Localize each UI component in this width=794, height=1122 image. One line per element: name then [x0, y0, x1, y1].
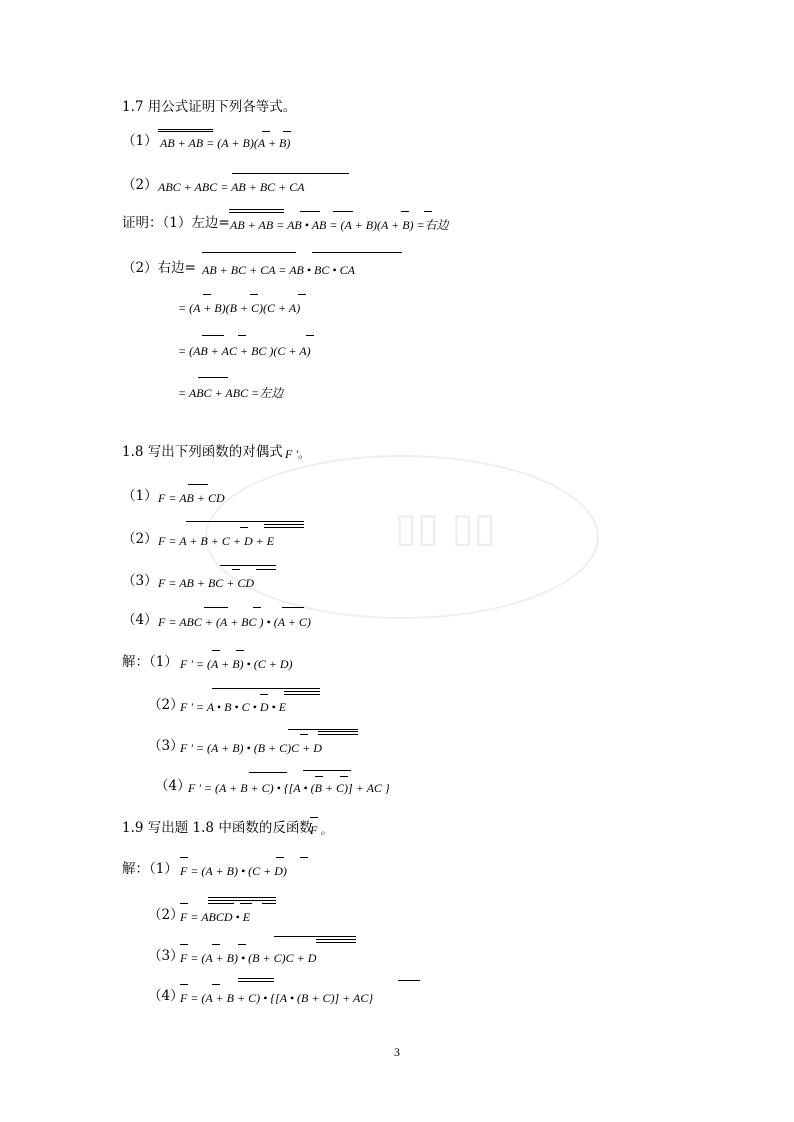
- fn-4-label: （4）: [122, 612, 158, 628]
- inverse-1-equation: F = (A + B) • (C + D): [180, 864, 287, 878]
- proof-2-equation: AB + BC + CA = AB • BC • CA: [202, 263, 355, 277]
- overline: [264, 524, 304, 525]
- section-1-8-heading: 1.8 写出下列函数的对偶式: [122, 444, 283, 460]
- answer-2-equation: F ' = A • B • C • D • E: [180, 700, 287, 714]
- overline: [312, 252, 402, 253]
- fn-4-equation: F = ABC + (A + BC ) • (A + C): [158, 615, 311, 629]
- overline: [180, 984, 188, 985]
- inverse-1-label: 解：（1）: [122, 861, 178, 877]
- overline: [238, 981, 274, 982]
- section-1-8-symbol: F '。: [285, 447, 310, 461]
- fn-3-label: （3）: [122, 573, 158, 589]
- overline: [300, 857, 308, 858]
- overline: [262, 903, 276, 904]
- answer-1-label: 解：（1）: [122, 654, 178, 670]
- overline: [198, 377, 228, 378]
- answer-1-equation: F ' = (A + B) • (C + D): [180, 657, 293, 671]
- overline: [401, 211, 409, 212]
- proof-2-step-2: = (AB + AC + BC )(C + A): [178, 344, 311, 358]
- overline: [204, 607, 228, 608]
- proof-1-equation: AB + AB = AB • AB = (A + B)(A + B) =右边: [230, 218, 449, 232]
- overline: [202, 252, 296, 253]
- answer-4-label: （4）: [155, 778, 191, 794]
- watermark-mark: ▯▯ ▯▯: [395, 505, 496, 551]
- overline: [188, 484, 208, 485]
- proof-2-step-3: = ABC + ABC =左边: [178, 386, 284, 400]
- fn-2-equation: F = A + B + C + D + E: [158, 534, 275, 548]
- overline: [300, 211, 320, 212]
- overline: [300, 734, 308, 735]
- overline: [316, 942, 356, 943]
- problem-2-equation: ABC + ABC = AB + BC + CA: [158, 180, 305, 194]
- overline: [288, 729, 358, 730]
- answer-3-label: （3）: [148, 738, 184, 754]
- inverse-4-label: （4）: [148, 988, 184, 1004]
- overline: [240, 903, 252, 904]
- page-number: 3: [394, 1045, 400, 1059]
- overline: [303, 770, 351, 771]
- overline: [238, 335, 246, 336]
- overline: [256, 569, 276, 570]
- overline: [238, 978, 274, 979]
- overline: [315, 776, 323, 777]
- problem-2-label: （2）: [122, 177, 158, 193]
- proof-2-label: （2）右边=: [122, 260, 196, 276]
- overline: [158, 129, 213, 130]
- overline: [274, 936, 356, 937]
- overline: [284, 694, 320, 695]
- overline: [202, 335, 224, 336]
- overline: [340, 776, 348, 777]
- overline: [283, 131, 291, 132]
- inverse-2-label: （2）: [148, 907, 184, 923]
- overline: [212, 650, 220, 651]
- overline: [255, 173, 349, 174]
- overline: [398, 980, 420, 981]
- overline: [306, 335, 314, 336]
- section-1-7-heading: 1.7 用公式证明下列各等式。: [122, 99, 297, 115]
- proof-1-label: 证明：（1）左边=: [122, 215, 230, 231]
- overline: [236, 650, 244, 651]
- overline: [232, 569, 240, 570]
- answer-2-label: （2）: [148, 697, 184, 713]
- overline: [298, 294, 306, 295]
- answer-3-equation: F ' = (A + B) • (B + C)C + D: [180, 741, 322, 755]
- overline: [249, 772, 287, 773]
- overline: [424, 211, 432, 212]
- inverse-2-equation: F = ABCD • E: [180, 910, 251, 924]
- overline: [264, 527, 304, 528]
- overline: [229, 209, 284, 210]
- overline: [229, 212, 284, 213]
- overline: [180, 903, 188, 904]
- overline: [250, 294, 258, 295]
- overline: [208, 900, 276, 901]
- overline: [203, 294, 211, 295]
- overline: [220, 565, 276, 566]
- overline: [260, 694, 268, 695]
- overline: [253, 607, 261, 608]
- fn-3-equation: F = AB + BC + CD: [158, 576, 255, 590]
- overline: [208, 897, 276, 898]
- answer-4-equation: F ' = (A + B + C) • {[A • (B + C)] + AC }: [188, 781, 390, 795]
- overline: [333, 211, 353, 212]
- section-1-9-heading: 1.9 写出题 1.8 中函数的反函数: [122, 820, 313, 836]
- problem-1-equation: AB + AB = (A + B)(A + B): [160, 136, 291, 150]
- fn-2-label: （2）: [122, 531, 158, 547]
- overline: [212, 984, 220, 985]
- overline: [316, 939, 356, 940]
- overline: [318, 731, 358, 732]
- overline: [180, 944, 188, 945]
- overline: [212, 944, 220, 945]
- overline: [212, 688, 320, 689]
- overline: [240, 527, 248, 528]
- overline: [262, 131, 270, 132]
- overline: [180, 857, 188, 858]
- inverse-3-label: （3）: [148, 948, 184, 964]
- fn-1-label: （1）: [122, 488, 158, 504]
- overline: [186, 521, 304, 522]
- problem-1-label: （1）: [122, 133, 158, 149]
- inverse-3-equation: F = (A + B) • (B + C)C + D: [180, 951, 317, 965]
- proof-2-step-1: = (A + B)(B + C)(C + A): [178, 301, 301, 315]
- fn-1-equation: F = AB + CD: [158, 491, 225, 505]
- section-1-9-symbol: F 。: [310, 823, 333, 837]
- overline: [276, 857, 284, 858]
- inverse-4-equation: F = (A + B + C) • {[A • (B + C)] + AC}: [180, 991, 374, 1005]
- overline: [238, 944, 246, 945]
- overline: [284, 691, 320, 692]
- overline: [158, 131, 213, 132]
- overline: [318, 734, 358, 735]
- overline: [310, 817, 318, 818]
- overline: [282, 607, 304, 608]
- overline: [208, 903, 234, 904]
